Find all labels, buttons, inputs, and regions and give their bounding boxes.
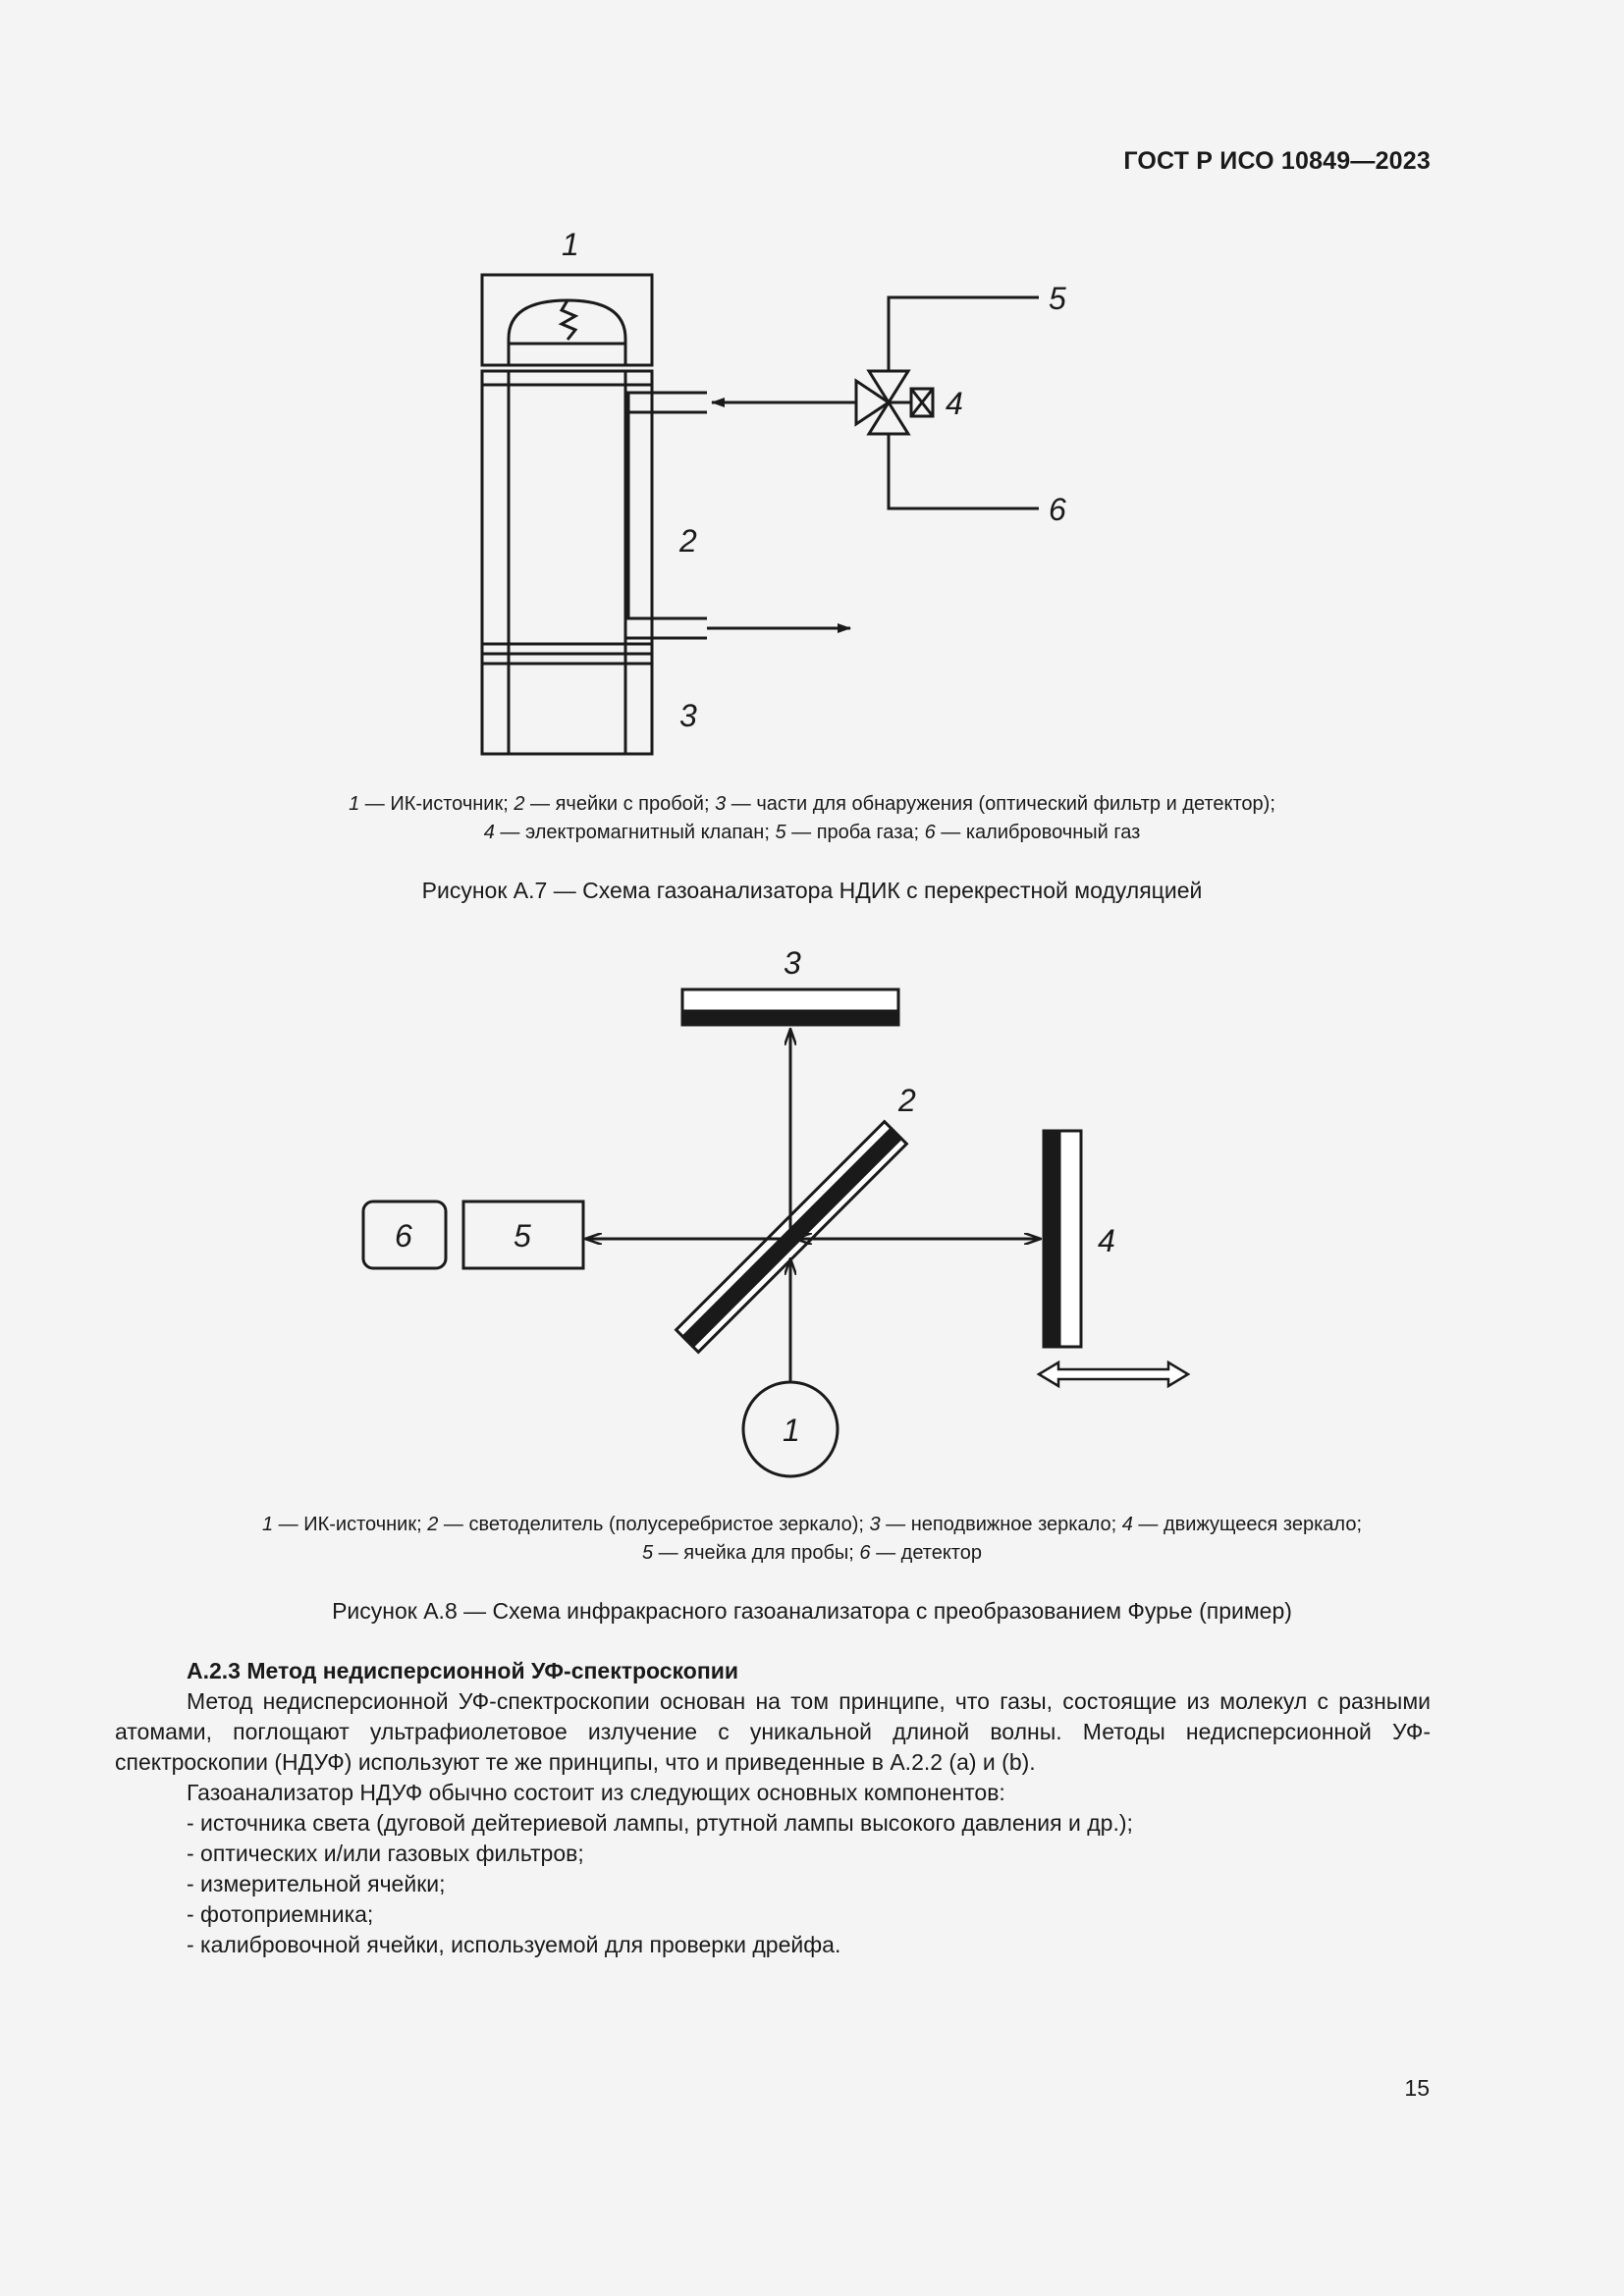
fig8-label-5: 5 [514, 1218, 531, 1254]
fig7-label-5: 5 [1049, 281, 1066, 316]
fig8-label-6: 6 [395, 1218, 412, 1254]
list-item: - оптических и/или газовых фильтров; [187, 1841, 584, 1866]
fig7-label-2: 2 [679, 523, 697, 559]
fig7-label-4: 4 [946, 386, 963, 421]
document-header: ГОСТ Р ИСО 10849—2023 [1123, 147, 1431, 175]
figure-a8-legend [98, 1511, 1526, 1568]
figure-a8-caption: Рисунок А.8 — Схема инфракрасного газоанализатора с преобразованием Фурье (пример) [332, 1598, 1292, 1624]
figure-a8-legend-line1: 1 — ИК-источник; 2 — светоделитель (полусеребристое зеркало); 3 — неподвижное зеркало; 4 — движущееся зеркало; [262, 1514, 1362, 1535]
section-a23 [115, 1656, 1431, 1960]
page-number: 15 [1404, 2075, 1430, 2101]
fig8-label-1: 1 [783, 1413, 800, 1448]
figure-a7-caption: Рисунок А.7 — Схема газоанализатора НДИК с перекрестной модуляцией [421, 878, 1203, 903]
fig8-label-2: 2 [898, 1083, 916, 1118]
section-paragraph-1: Метод недисперсионной УФ-спектроскопии основан на том принципе, что газы, состоящие из молекул с разными атомами, поглощают ультрафиолетовое излучение с уникальной длиной волны. Методы недисперсионной УФ-спектроскопии (НДУФ) используют те же принципы, что и приведенные в А.2.2 (а) и (b). [115, 1688, 1431, 1775]
figure-a8-legend-line2: 5 — ячейка для пробы; 6 — детектор [642, 1542, 982, 1564]
figure-a7-legend-line1: 1 — ИК-источник; 2 — ячейки с пробой; 3 — части для обнаружения (оптический фильтр и детектор); [349, 793, 1275, 815]
figure-a8-diagram [0, 933, 1624, 1522]
fig7-label-6: 6 [1049, 492, 1066, 527]
section-heading: А.2.3 Метод недисперсионной УФ-спектроскопии [187, 1658, 738, 1683]
fig7-label-3: 3 [679, 698, 697, 733]
fig8-label-4: 4 [1098, 1223, 1115, 1258]
fig8-label-3: 3 [784, 945, 801, 981]
list-item: - калибровочной ячейки, используемой для проверки дрейфа. [187, 1932, 841, 1957]
list-item: - источника света (дуговой дейтериевой лампы, ртутной лампы высокого давления и др.); [187, 1810, 1133, 1836]
figure-a7-legend [98, 790, 1526, 847]
figure-a7-legend-line2: 4 — электромагнитный клапан; 5 — проба газа; 6 — калибровочный газ [483, 822, 1141, 843]
fig7-label-1: 1 [562, 227, 579, 262]
figure-a7-diagram [0, 0, 1624, 785]
list-item: - измерительной ячейки; [187, 1871, 446, 1896]
list-item: - фотоприемника; [187, 1901, 374, 1927]
section-paragraph-2: Газоанализатор НДУФ обычно состоит из следующих основных компонентов: [187, 1780, 1005, 1805]
